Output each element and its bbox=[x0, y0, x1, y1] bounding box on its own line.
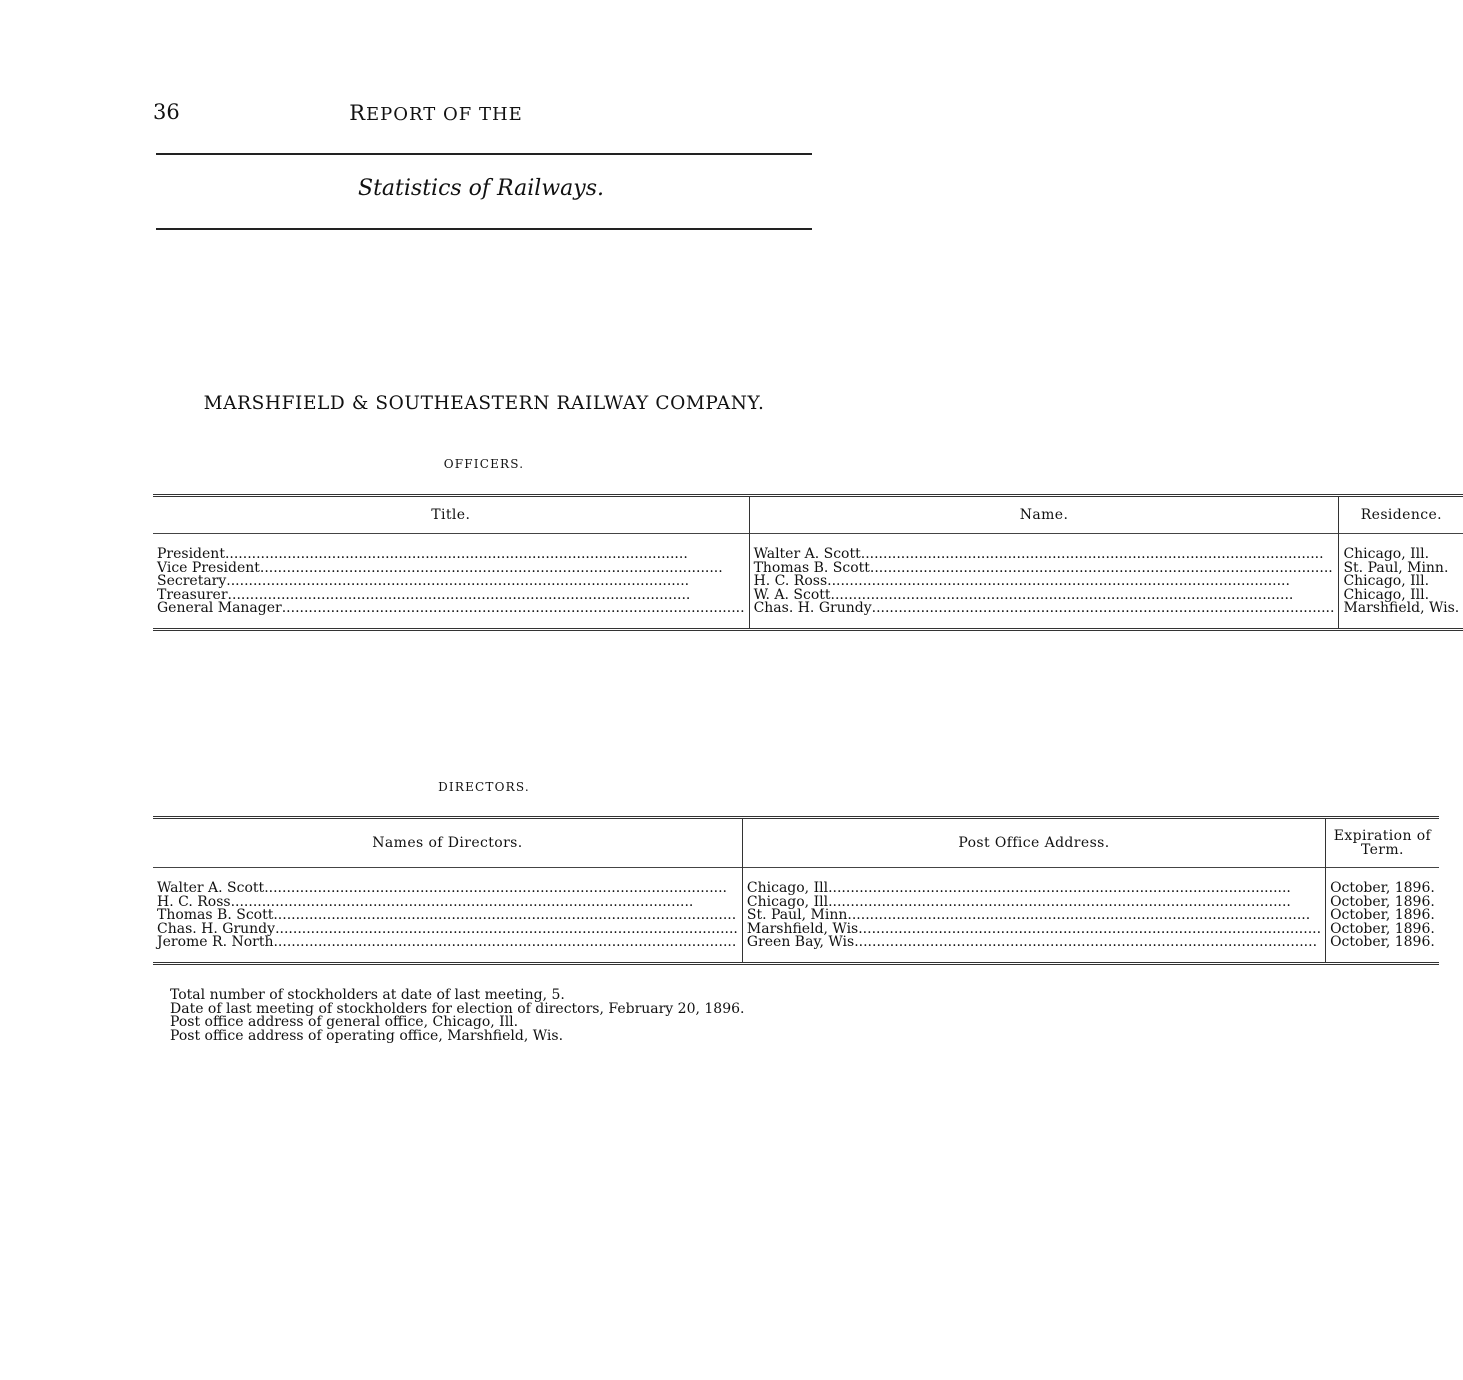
dot-leader bbox=[854, 936, 1321, 950]
section-rule bbox=[156, 228, 812, 230]
director-name: Walter A. Scott bbox=[157, 880, 265, 896]
director-bottom-rule bbox=[153, 960, 1439, 964]
dot-leader bbox=[282, 602, 745, 616]
officer-name: W. A. Scott bbox=[753, 586, 831, 603]
dot-leader bbox=[872, 602, 1335, 616]
director-address: Chicago, Ill bbox=[746, 880, 829, 896]
section-title: Statistics of Railways. bbox=[358, 176, 604, 201]
officer-title: Secretary bbox=[157, 573, 227, 589]
officers-caption: OFFICERS. bbox=[443, 457, 525, 471]
director-cell-name bbox=[153, 936, 742, 960]
directors-col-names: Names of Directors. bbox=[372, 835, 523, 851]
officer-residence: Marshfield, Wis. bbox=[1343, 600, 1460, 616]
director-row bbox=[153, 936, 1439, 960]
officer-title: General Manager bbox=[157, 600, 282, 616]
officer-name: H. C. Ross bbox=[753, 573, 828, 589]
directors-body bbox=[153, 880, 1439, 963]
director-name: Thomas B. Scott bbox=[157, 907, 274, 923]
company-title: MARSHFIELD & SOUTHEASTERN RAILWAY COMPANY. bbox=[203, 393, 765, 414]
footnotes bbox=[170, 989, 744, 1043]
directors-col-address: Post Office Address. bbox=[742, 818, 1325, 868]
note-operating-office: Post office address of operating office, Marshfield, Wis. bbox=[170, 1027, 564, 1044]
director-address: St. Paul, Minn bbox=[746, 907, 848, 923]
director-name: Jerome R. North bbox=[157, 934, 274, 950]
director-name: Chas. H. Grundy bbox=[157, 920, 276, 937]
director-term: October, 1896. bbox=[1330, 934, 1435, 950]
header-rule bbox=[156, 153, 812, 155]
page-number: 36 bbox=[153, 100, 180, 124]
officer-row bbox=[153, 602, 1463, 626]
officer-cell-title bbox=[153, 602, 749, 626]
dot-leader bbox=[273, 936, 737, 950]
officers-col-residence: Residence. bbox=[1339, 496, 1463, 534]
running-head bbox=[0, 101, 872, 125]
directors-col-term: Expiration of Term. bbox=[1326, 818, 1439, 868]
officer-name: Thomas B. Scott bbox=[753, 559, 870, 576]
director-term: October, 1896. bbox=[1330, 907, 1435, 923]
officer-residence: Chicago, Ill. bbox=[1343, 573, 1430, 589]
director-term: October, 1896. bbox=[1330, 920, 1435, 937]
officer-bottom-rule bbox=[153, 626, 1463, 630]
officer-title: Treasurer bbox=[157, 586, 228, 603]
officers-col-name: Name. bbox=[749, 496, 1339, 534]
director-cell-address bbox=[742, 936, 1325, 960]
director-term: October, 1896. bbox=[1330, 880, 1435, 896]
officer-cell-name bbox=[749, 602, 1339, 626]
director-address: Marshfield, Wis bbox=[746, 920, 859, 937]
officer-residence: Chicago, Ill. bbox=[1343, 546, 1430, 562]
officer-residence: St. Paul, Minn. bbox=[1343, 559, 1449, 576]
officer-cell-residence bbox=[1339, 602, 1463, 626]
running-head-initial: R bbox=[349, 101, 366, 125]
officers-table bbox=[153, 494, 1463, 631]
note-general-office: Post office address of general office, Chicago, Ill. bbox=[170, 1014, 519, 1030]
director-cell-term bbox=[1326, 936, 1439, 960]
officer-name: Chas. H. Grundy bbox=[753, 600, 872, 616]
running-head-rest: EPORT OF THE bbox=[366, 104, 523, 125]
director-address: Chicago, Ill bbox=[746, 893, 829, 910]
director-name: H. C. Ross bbox=[157, 893, 231, 910]
directors-caption: DIRECTORS. bbox=[438, 780, 530, 794]
officers-col-title: Title. bbox=[431, 507, 471, 523]
note-stockholders: Total number of stockholders at date of last meeting, 5. bbox=[170, 987, 565, 1003]
officers-body bbox=[153, 546, 1463, 629]
director-address: Green Bay, Wis bbox=[746, 934, 855, 950]
directors-table bbox=[153, 816, 1439, 965]
note-last-meeting: Date of last meeting of stockholders for election of directors, February 20, 1896. bbox=[170, 1000, 745, 1017]
director-term: October, 1896. bbox=[1330, 893, 1435, 910]
officer-residence: Chicago, Ill. bbox=[1343, 586, 1430, 603]
officer-title: Vice President bbox=[157, 559, 260, 576]
officer-name: Walter A. Scott bbox=[753, 546, 861, 562]
officer-title: President bbox=[157, 546, 225, 562]
